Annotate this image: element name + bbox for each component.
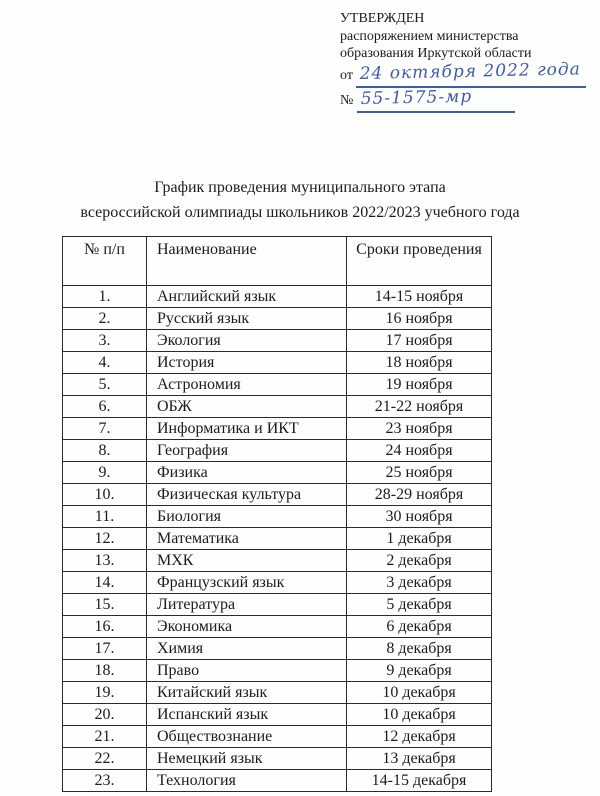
table-row bbox=[63, 572, 492, 594]
subject-name-cell: Химия bbox=[147, 638, 347, 660]
row-number-cell: 5. bbox=[63, 374, 147, 396]
number-label: № bbox=[340, 92, 354, 108]
table-row bbox=[63, 330, 492, 352]
subject-name-cell: Испанский язык bbox=[147, 704, 347, 726]
row-number-cell: 18. bbox=[63, 660, 147, 682]
date-from-label: от bbox=[340, 67, 353, 83]
event-dates-cell: 25 ноября bbox=[347, 462, 492, 484]
table-row bbox=[63, 440, 492, 462]
table-row bbox=[63, 506, 492, 528]
event-dates-cell: 24 ноября bbox=[347, 440, 492, 462]
table-row bbox=[63, 484, 492, 506]
row-number-cell: 22. bbox=[63, 748, 147, 770]
row-number-cell: 21. bbox=[63, 726, 147, 748]
event-dates-cell: 6 декабря bbox=[347, 616, 492, 638]
subject-name-cell: Физическая культура bbox=[147, 484, 347, 506]
table-row bbox=[63, 462, 492, 484]
table-row bbox=[63, 660, 492, 682]
subject-name-cell: Биология bbox=[147, 506, 347, 528]
table-row bbox=[63, 770, 492, 792]
event-dates-cell: 28-29 ноября bbox=[347, 484, 492, 506]
approval-block bbox=[340, 10, 590, 113]
table-row bbox=[63, 308, 492, 330]
schedule-table bbox=[62, 236, 492, 792]
subject-name-cell: МХК bbox=[147, 550, 347, 572]
date-underline bbox=[356, 58, 585, 88]
table-row bbox=[63, 374, 492, 396]
event-dates-cell: 8 декабря bbox=[347, 638, 492, 660]
subject-name-cell: История bbox=[147, 352, 347, 374]
table-row bbox=[63, 286, 492, 308]
table-row bbox=[63, 352, 492, 374]
row-number-cell: 20. bbox=[63, 704, 147, 726]
subject-name-cell: Китайский язык bbox=[147, 682, 347, 704]
table-row bbox=[63, 396, 492, 418]
event-dates-cell: 17 ноября bbox=[347, 330, 492, 352]
table-row bbox=[63, 418, 492, 440]
event-dates-cell: 19 ноября bbox=[347, 374, 492, 396]
subject-name-cell: Литература bbox=[147, 594, 347, 616]
row-number-cell: 15. bbox=[63, 594, 147, 616]
event-dates-cell: 16 ноября bbox=[347, 308, 492, 330]
table-row bbox=[63, 682, 492, 704]
row-number-cell: 14. bbox=[63, 572, 147, 594]
approval-number-row bbox=[340, 86, 590, 113]
event-dates-cell: 21-22 ноября bbox=[347, 396, 492, 418]
subject-name-cell: Право bbox=[147, 660, 347, 682]
subject-name-cell: Английский язык bbox=[147, 286, 347, 308]
header-event-dates: Сроки проведения bbox=[347, 237, 492, 286]
row-number-cell: 23. bbox=[63, 770, 147, 792]
table-row bbox=[63, 594, 492, 616]
table-row bbox=[63, 550, 492, 572]
event-dates-cell: 14-15 декабря bbox=[347, 770, 492, 792]
row-number-cell: 2. bbox=[63, 308, 147, 330]
subject-name-cell: Обществознание bbox=[147, 726, 347, 748]
subject-name-cell: Астрономия bbox=[147, 374, 347, 396]
event-dates-cell: 13 декабря bbox=[347, 748, 492, 770]
title-line-2: всероссийской олимпиады школьников 2022/2023 учебного года bbox=[80, 203, 520, 221]
row-number-cell: 8. bbox=[63, 440, 147, 462]
event-dates-cell: 10 декабря bbox=[347, 682, 492, 704]
event-dates-cell: 12 декабря bbox=[347, 726, 492, 748]
schedule-table-body bbox=[63, 286, 492, 792]
table-row bbox=[63, 528, 492, 550]
document-title bbox=[0, 176, 600, 226]
row-number-cell: 12. bbox=[63, 528, 147, 550]
subject-name-cell: Математика bbox=[147, 528, 347, 550]
handwritten-date: 24 октября 2022 года bbox=[359, 58, 582, 84]
event-dates-cell: 1 декабря bbox=[347, 528, 492, 550]
event-dates-cell: 2 декабря bbox=[347, 550, 492, 572]
approval-date-row bbox=[340, 58, 590, 88]
event-dates-cell: 3 декабря bbox=[347, 572, 492, 594]
subject-name-cell: Немецкий язык bbox=[147, 748, 347, 770]
row-number-cell: 16. bbox=[63, 616, 147, 638]
subject-name-cell: Экология bbox=[147, 330, 347, 352]
event-dates-cell: 5 декабря bbox=[347, 594, 492, 616]
row-number-cell: 11. bbox=[63, 506, 147, 528]
header-row-number: № п/п bbox=[63, 237, 147, 286]
row-number-cell: 7. bbox=[63, 418, 147, 440]
table-row bbox=[63, 638, 492, 660]
subject-name-cell: Информатика и ИКТ bbox=[147, 418, 347, 440]
event-dates-cell: 23 ноября bbox=[347, 418, 492, 440]
approval-authority-line-1: распоряжением министерства bbox=[340, 28, 519, 44]
handwritten-number: 55-1575-мр bbox=[360, 86, 473, 109]
table-row bbox=[63, 726, 492, 748]
subject-name-cell: География bbox=[147, 440, 347, 462]
header-subject-name: Наименование bbox=[147, 237, 347, 286]
subject-name-cell: Технология bbox=[147, 770, 347, 792]
event-dates-cell: 30 ноября bbox=[347, 506, 492, 528]
table-row bbox=[63, 704, 492, 726]
event-dates-cell: 18 ноября bbox=[347, 352, 492, 374]
row-number-cell: 19. bbox=[63, 682, 147, 704]
row-number-cell: 9. bbox=[63, 462, 147, 484]
subject-name-cell: Русский язык bbox=[147, 308, 347, 330]
row-number-cell: 4. bbox=[63, 352, 147, 374]
row-number-cell: 17. bbox=[63, 638, 147, 660]
subject-name-cell: ОБЖ bbox=[147, 396, 347, 418]
number-underline bbox=[357, 86, 515, 113]
row-number-cell: 6. bbox=[63, 396, 147, 418]
table-row bbox=[63, 616, 492, 638]
subject-name-cell: Французский язык bbox=[147, 572, 347, 594]
event-dates-cell: 10 декабря bbox=[347, 704, 492, 726]
subject-name-cell: Физика bbox=[147, 462, 347, 484]
event-dates-cell: 14-15 ноября bbox=[347, 286, 492, 308]
row-number-cell: 13. bbox=[63, 550, 147, 572]
table-row bbox=[63, 748, 492, 770]
row-number-cell: 1. bbox=[63, 286, 147, 308]
row-number-cell: 3. bbox=[63, 330, 147, 352]
table-header-row bbox=[63, 237, 492, 286]
row-number-cell: 10. bbox=[63, 484, 147, 506]
event-dates-cell: 9 декабря bbox=[347, 660, 492, 682]
subject-name-cell: Экономика bbox=[147, 616, 347, 638]
approval-status: УТВЕРЖДЕН bbox=[340, 11, 425, 26]
title-line-1: График проведения муниципального этапа bbox=[154, 179, 446, 196]
approval-authority-line-2: образования Иркутской области bbox=[340, 46, 532, 61]
